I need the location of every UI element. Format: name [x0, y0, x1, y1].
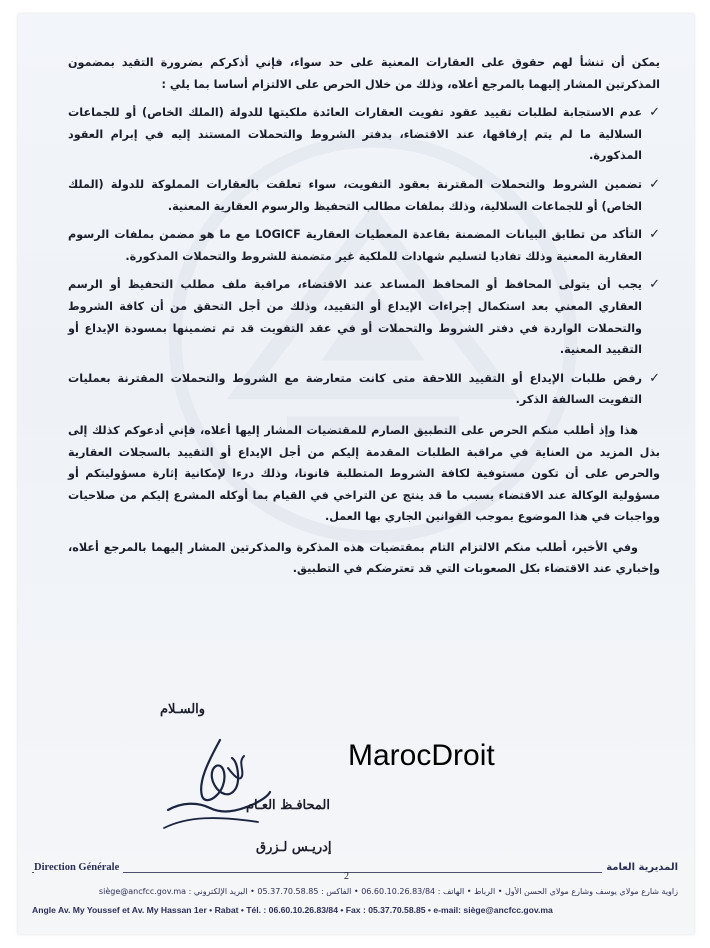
- footer-label-fr: Direction Générale: [34, 862, 123, 873]
- letter-page: [18, 14, 694, 934]
- signatory-title: المحافـظ العـام: [246, 798, 330, 813]
- signatory-name: إدريـس لـزرق: [256, 840, 332, 855]
- paragraph-intro: يمكن أن تنشأ لهم حقوق على العقارات المعنية على حد سواء، فإني أذكركم بضرورة التقيد بمضمون المذكرتين المشار إليهما بالمرجع أعلاه، وذلك من خلال الحرص على الالتزام أساسا بما يلي :: [68, 56, 660, 91]
- handwritten-signature: [158, 732, 278, 852]
- bullet-item: [68, 274, 660, 360]
- page-number: 2: [344, 871, 349, 882]
- paragraph-request: هذا وإذ أطلب منكم الحرص على التطبيق الصارم للمقتضيات المشار إليها أعلاه، فإني أدعوكم كذلك إلى بذل المزيد من العناية في مراقبة الطلبات المقدمة إليكم من أجل الإيداع أو التقييد بالسجلات العقارية والحرص على أن تكون مستوفية لكافة الشروط المتطلبة قانونا، وذلك درءا لإمكانية إثارة مسؤوليتكم أو مسؤولية الوكالة عند الاقتضاء بسبب ما قد ينتج عن التراخي في القيام بما أوكله المشرع إليكم من صلاحيات وواجبات في هذا الموضوع بموجب القوانين الجاري بها العمل.: [68, 423, 660, 524]
- bullet-text: التأكد من تطابق البيانات المضمنة بقاعدة المعطيات العقارية LOGICF مع ما هو مضمن بملفات الرسوم العقارية المعنية وذلك تفاديا لتسليم شهادات للملكية غير متضمنة للشروط والتحملات المذكورة.: [68, 228, 642, 263]
- bullet-item: [68, 174, 660, 217]
- address-arabic: زاوية شارع مولاي يوسف وشارع مولاي الحسن الأول • الرباط • الهاتف : 06.60.10.26.83/84 • الفاكس : 05.37.70.58.85 • البريد الإلكتروني : siège@ancfcc.gov.ma: [98, 887, 678, 896]
- letter-body: [68, 52, 660, 580]
- site-watermark: MarocDroit: [348, 739, 495, 772]
- check-icon: ✓: [649, 277, 660, 293]
- check-icon: ✓: [649, 105, 660, 121]
- bullet-text: عدم الاستجابة لطلبات تقييد عقود تفويت العقارات العائدة ملكيتها للدولة (الملك الخاص) أو للجماعات السلالية ما لم يتم إرفاقها، عند الاقتضاء، بدفتر الشروط والتحملات المستند إليه في إبرام العقود المذكورة.: [68, 106, 642, 163]
- bullet-text: رفض طلبات الإيداع أو التقييد اللاحقة متى كانت متعارضة مع الشروط والتحملات المقترنة بعمليات التفويت السالفة الذكر.: [68, 371, 642, 407]
- address-french: Angle Av. My Youssef et Av. My Hassan 1er • Rabat • Tél. : 06.60.10.26.83/84 • Fax : 05.37.70.58.85 • e-mail: siège@ancfcc.gov.ma: [32, 905, 553, 915]
- footer-divider: [32, 872, 678, 873]
- check-icon: ✓: [649, 176, 660, 192]
- bullet-item: [68, 368, 660, 411]
- bullet-item: [68, 102, 660, 167]
- paragraph-final: وفي الأخير، أطلب منكم الالتزام التام بمقتضيات هذه المذكرة والمذكرتين المشار إليهما بالمرجع أعلاه، وإخباري عند الاقتضاء بكل الصعوبات التي قد تعترضكم في التطبيق.: [68, 540, 660, 576]
- bullet-text: تضمين الشروط والتحملات المقترنة بعقود التفويت، سواء تعلقت بالعقارات المملوكة للدولة (الملك الخاص) أو للجماعات السلالية، وذلك بملفات مطالب التحفيظ والرسوم العقارية المعنية.: [68, 177, 642, 213]
- bullet-item: [68, 224, 660, 267]
- check-icon: ✓: [649, 370, 660, 386]
- closing-salutation: والسـلام: [160, 702, 206, 717]
- check-icon: ✓: [649, 227, 660, 243]
- bullet-text: يجب أن يتولى المحافظ أو المحافظ المساعد عند الاقتضاء، مراقبة ملف مطلب التحفيظ أو الرسم العقاري المعني بعد استكمال إجراءات الإيداع أو التقييد، وذلك من أجل التحقق من أن كافة الشروط والتحملات الواردة في دفتر الشروط والتحملات أو في عقد التفويت قد تم تضمينها بمسودة الإيداع أو التقييد المعنية.: [68, 278, 642, 357]
- footer-label-ar: المديرية العامة: [602, 862, 678, 873]
